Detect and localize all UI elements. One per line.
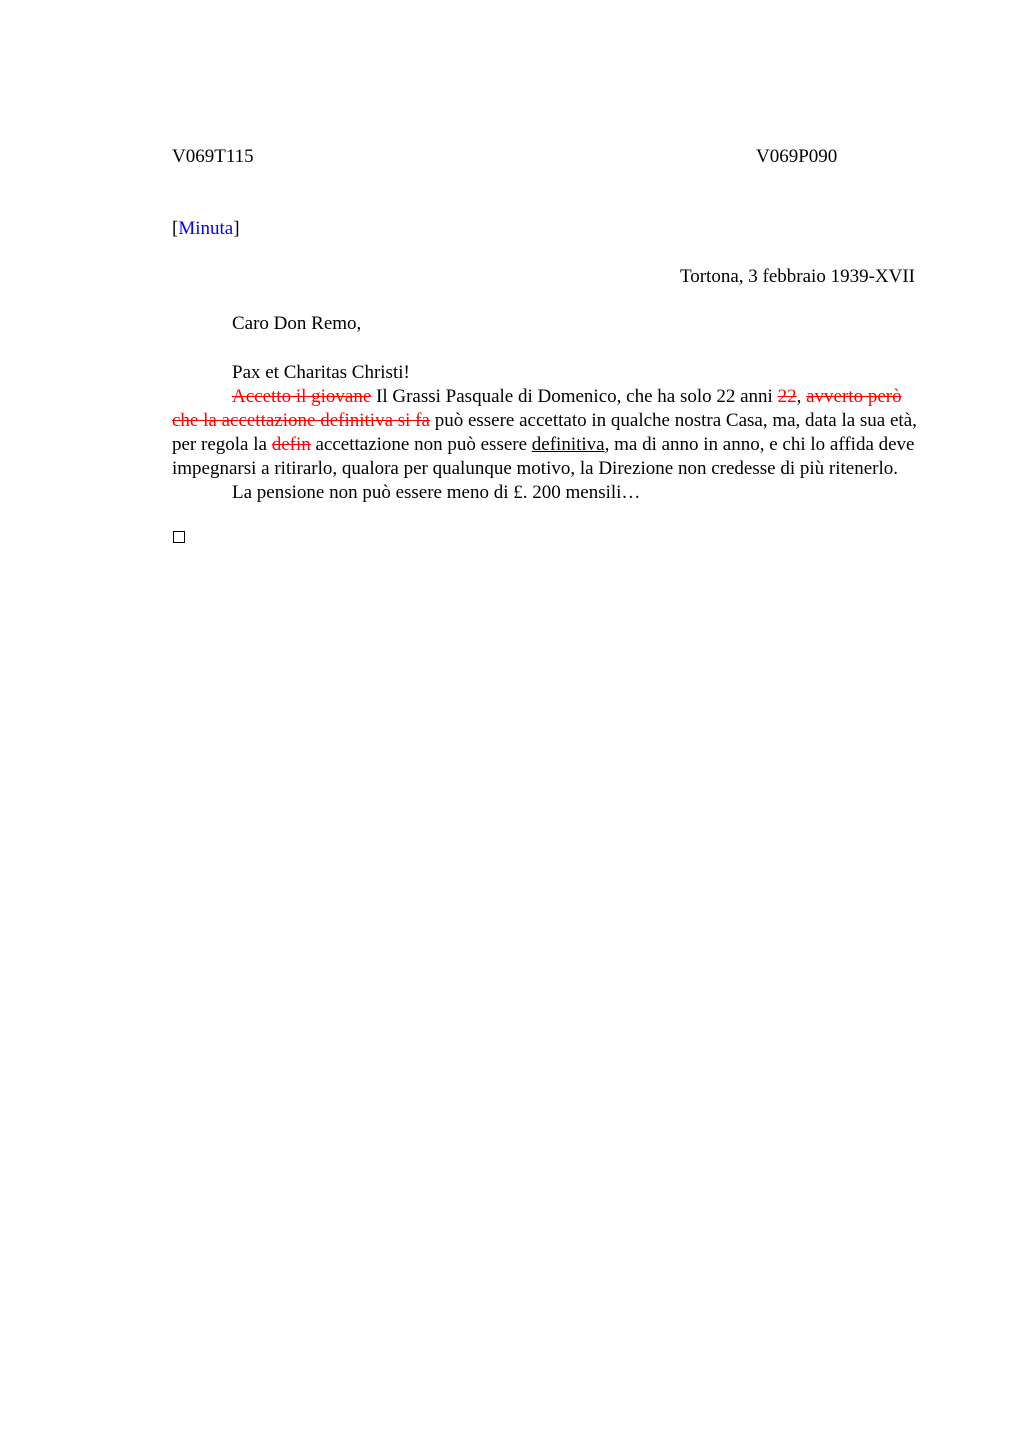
- minuta-tag: Minuta: [178, 218, 234, 239]
- underlined-text: definitiva: [531, 434, 605, 455]
- reference-code-right: V069P090: [756, 146, 838, 167]
- bracket-close: ]: [233, 218, 240, 239]
- text-run-4: accettazione non può essere: [310, 434, 532, 455]
- deleted-text-4: defin: [271, 434, 311, 455]
- minuta-label: [172, 218, 240, 240]
- greeting: Pax et Charitas Christi!: [232, 362, 410, 383]
- text-run-3: può essere accettato in qualche nostra Casa, ma, data la sua età, per regola la: [172, 410, 917, 455]
- text-run-5: , ma di anno in anno, e chi lo affida deve impegnarsi a ritirarlo, qualora per qualunque motivo, la Direzione non credesse di più ritenerlo.: [172, 434, 915, 479]
- end-marker-box-icon: [173, 531, 185, 543]
- reference-code-left: V069T115: [172, 146, 254, 167]
- paragraph-2: La pensione non può essere meno di £. 200 mensili…: [232, 482, 641, 503]
- deleted-text-2: 22: [777, 386, 797, 407]
- text-run-2: ,: [796, 386, 807, 407]
- letter-body: [172, 361, 917, 505]
- deleted-text-1: Accetto il giovane: [232, 386, 372, 407]
- bracket-open: [: [172, 218, 179, 239]
- deleted-text-3: avverto però che la accettazione definitiva si fa: [172, 386, 902, 431]
- letter-date: Tortona, 3 febbraio 1939-XVII: [679, 266, 915, 287]
- paragraph-1: [172, 385, 917, 481]
- text-run-1: Il Grassi Pasquale di Domenico, che ha solo 22 anni: [371, 386, 778, 407]
- salutation: Caro Don Remo,: [232, 313, 362, 334]
